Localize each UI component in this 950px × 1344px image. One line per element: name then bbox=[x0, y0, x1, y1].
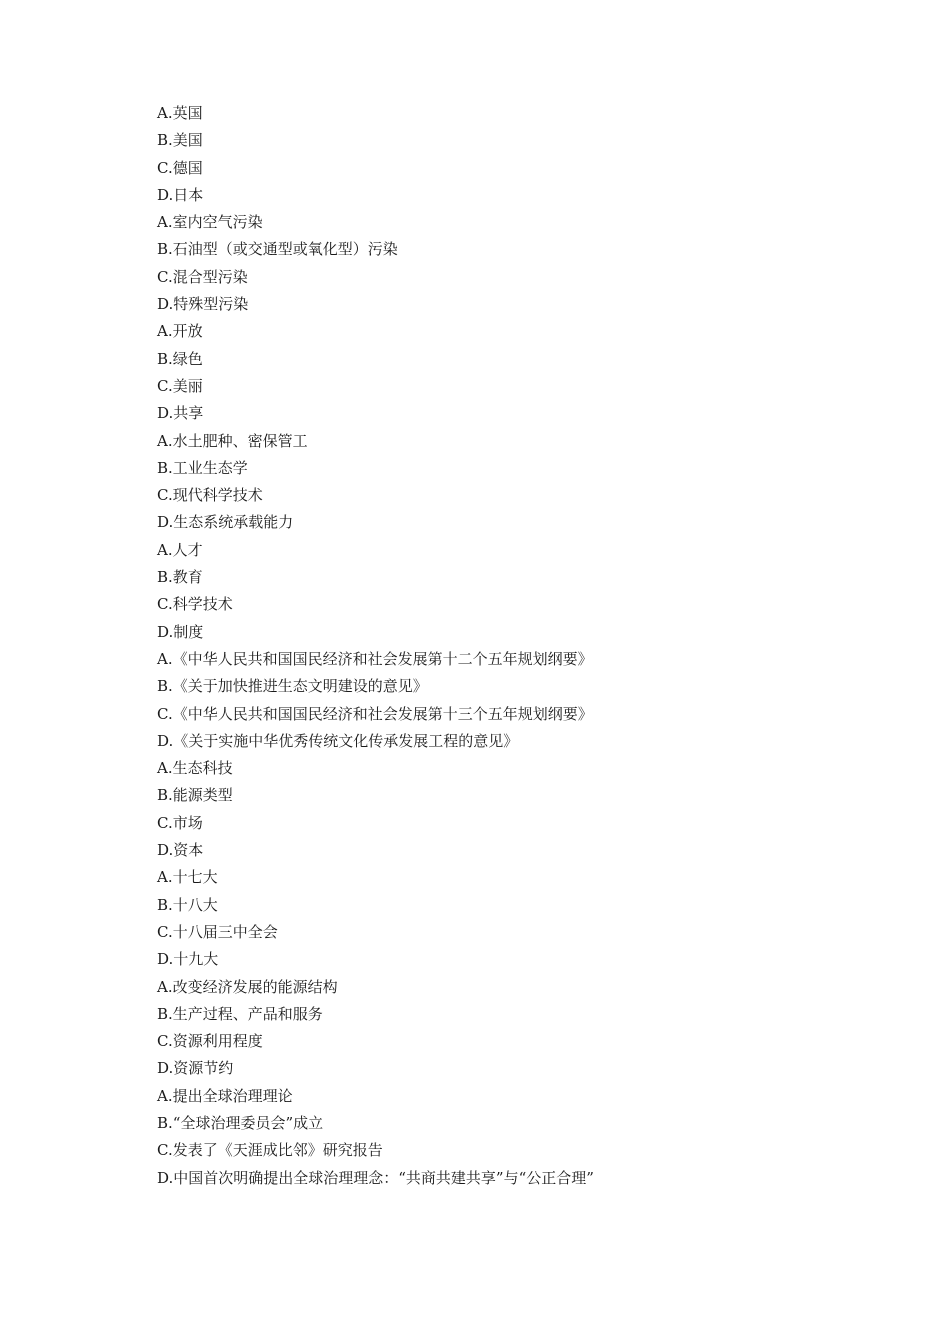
option-list bbox=[157, 100, 857, 1192]
option-line: B.绿色 bbox=[157, 349, 203, 368]
option-line: C.美丽 bbox=[157, 376, 203, 395]
option-line: A.十七大 bbox=[157, 868, 218, 887]
option-line: A.水土肥种、密保管工 bbox=[157, 431, 308, 450]
option-line: D.十九大 bbox=[157, 950, 219, 969]
option-line: D.生态系统承载能力 bbox=[157, 513, 294, 532]
option-line: A.室内空气污染 bbox=[157, 213, 263, 232]
option-line: B.石油型（或交通型或氧化型）污染 bbox=[157, 240, 398, 259]
option-line: D.特殊型污染 bbox=[157, 295, 249, 314]
option-line: A.改变经济发展的能源结构 bbox=[157, 977, 338, 996]
option-line: C.发表了《天涯成比邻》研究报告 bbox=[157, 1141, 383, 1160]
option-line: B.工业生态学 bbox=[157, 458, 248, 477]
option-line: C.市场 bbox=[157, 813, 203, 832]
option-line: A.开放 bbox=[157, 322, 203, 341]
option-line: D.共享 bbox=[157, 404, 204, 423]
option-line: D.资源节约 bbox=[157, 1059, 234, 1078]
option-line: D.中国首次明确提出全球治理理念：“共商共建共享”与“公正合理” bbox=[157, 1168, 594, 1187]
option-line: B.生产过程、产品和服务 bbox=[157, 1004, 323, 1023]
option-line: A.英国 bbox=[157, 104, 203, 122]
option-line: C.十八届三中全会 bbox=[157, 922, 278, 941]
option-line: A.人才 bbox=[157, 540, 203, 559]
option-line: D.《关于实施中华优秀传统文化传承发展工程的意见》 bbox=[157, 731, 519, 750]
option-line: D.日本 bbox=[157, 185, 204, 204]
option-line: C.资源利用程度 bbox=[157, 1032, 263, 1051]
option-line: C.科学技术 bbox=[157, 595, 233, 614]
option-line: B.《关于加快推进生态文明建设的意见》 bbox=[157, 677, 428, 696]
option-line: A.《中华人民共和国国民经济和社会发展第十二个五年规划纲要》 bbox=[157, 649, 593, 668]
option-line: B.美国 bbox=[157, 131, 203, 150]
option-line: B.十八大 bbox=[157, 895, 218, 914]
option-line: B.教育 bbox=[157, 568, 203, 587]
option-line: D.资本 bbox=[157, 841, 204, 860]
option-line: B.能源类型 bbox=[157, 786, 233, 805]
option-line: A.生态科技 bbox=[157, 759, 233, 778]
option-line: C.德国 bbox=[157, 158, 203, 177]
option-line: C.现代科学技术 bbox=[157, 486, 263, 505]
option-line: A.提出全球治理理论 bbox=[157, 1086, 293, 1105]
option-line: C.混合型污染 bbox=[157, 267, 248, 286]
option-line: B.“全球治理委员会”成立 bbox=[157, 1113, 324, 1132]
option-line: D.制度 bbox=[157, 622, 204, 641]
option-line: C.《中华人民共和国国民经济和社会发展第十三个五年规划纲要》 bbox=[157, 704, 593, 723]
